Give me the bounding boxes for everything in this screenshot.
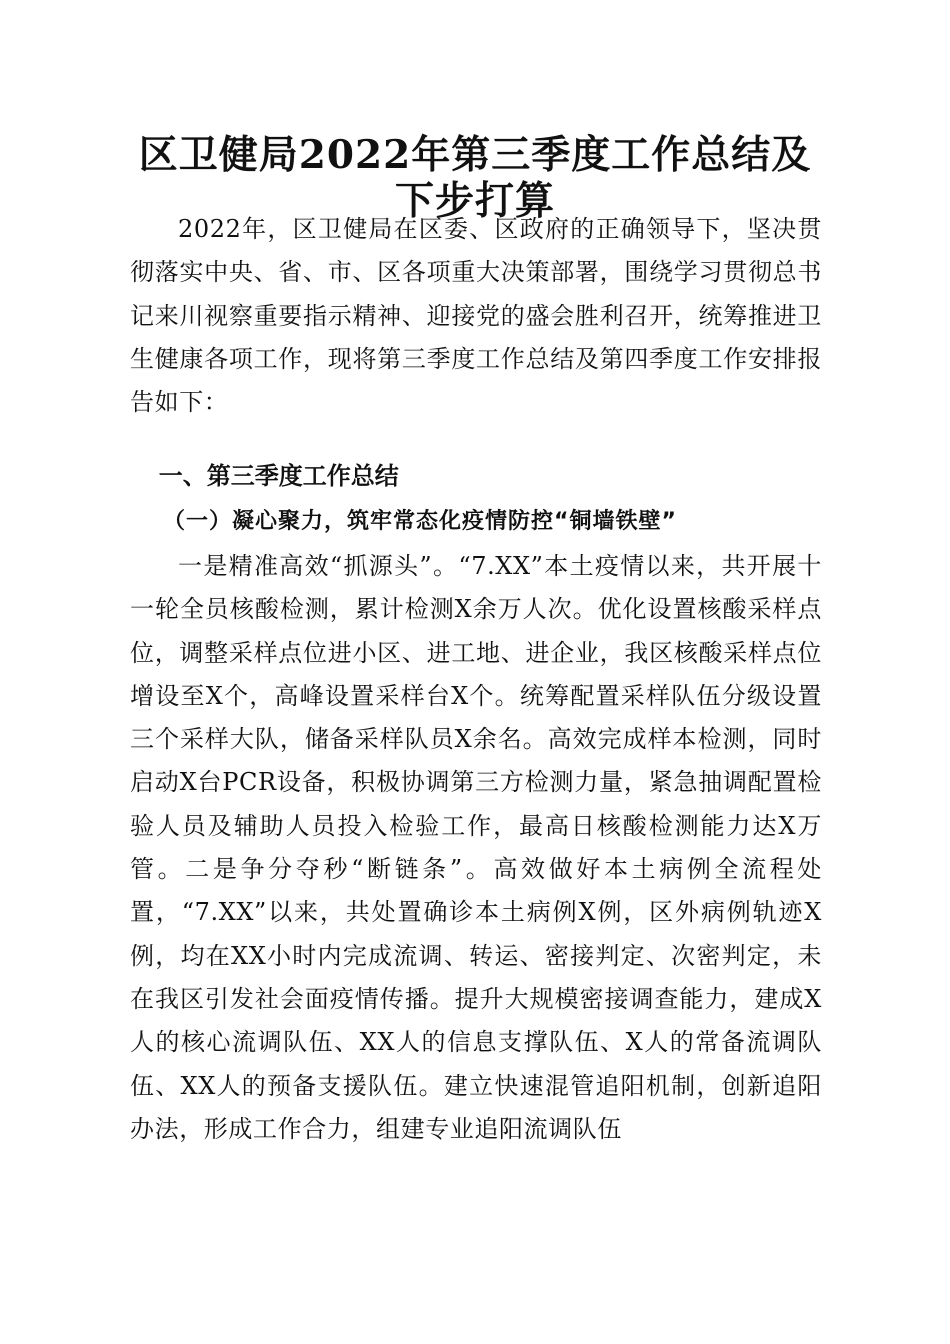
document-title: 区卫健局2022年第三季度工作总结及下步打算: [138, 132, 812, 224]
section-heading: 一、第三季度工作总结: [158, 462, 399, 490]
paragraph-body: “7.XX”本土疫情以来，共开展十一轮全员核酸检测，累计检测X余万人次。优化设置核酸采样点位，调整采样点位进小区、进工地、进企业，我区核酸采样点位增设至X个，高峰设置采样台X个。统筹配置采样队伍分级设置三个采样大队，储备采样队员X余名。高效完成样本检测，同时启动X台PCR设备，积极协调第三方检测力量，紧急抽调配置检验人员及辅助人员投入检验工作，最高日核酸检测能力达X万管。: [130, 552, 822, 884]
body-paragraph: [130, 545, 822, 1151]
intro-paragraph: 2022年，区卫健局在区委、区政府的正确领导下，坚决贯彻落实中央、省、市、区各项重大决策部署，围绕学习贯彻总书记来川视察重要指示精神、迎接党的盛会胜利召开，统筹推进卫生健康各项工作，现将第三季度工作总结及第四季度工作安排报告如下：: [130, 215, 822, 417]
paragraph-lead-2: 二是争分夺秒“断链条”。: [185, 855, 494, 884]
paragraph-lead: 一是精准高效“抓源头”。: [178, 552, 459, 580]
paragraph-body-2: 高效做好本土病例全流程处置，“7.XX”以来，共处置确诊本土病例X例，区外病例轨迹X例，均在XX小时内完成流调、转运、密接判定、次密判定，未在我区引发社会面疫情传播。提升大规模密接调查能力，建成X人的核心流调队伍、XX人的信息支撑队伍、X人的常备流调队伍、XX人的预备支援队伍。建立快速混管追阳机制，创新追阳办法，形成工作合力，组建专业追阳流调队伍: [130, 855, 823, 1143]
subsection-heading: （一）凝心聚力，筑牢常态化疫情防控“铜墙铁壁”: [163, 509, 677, 534]
